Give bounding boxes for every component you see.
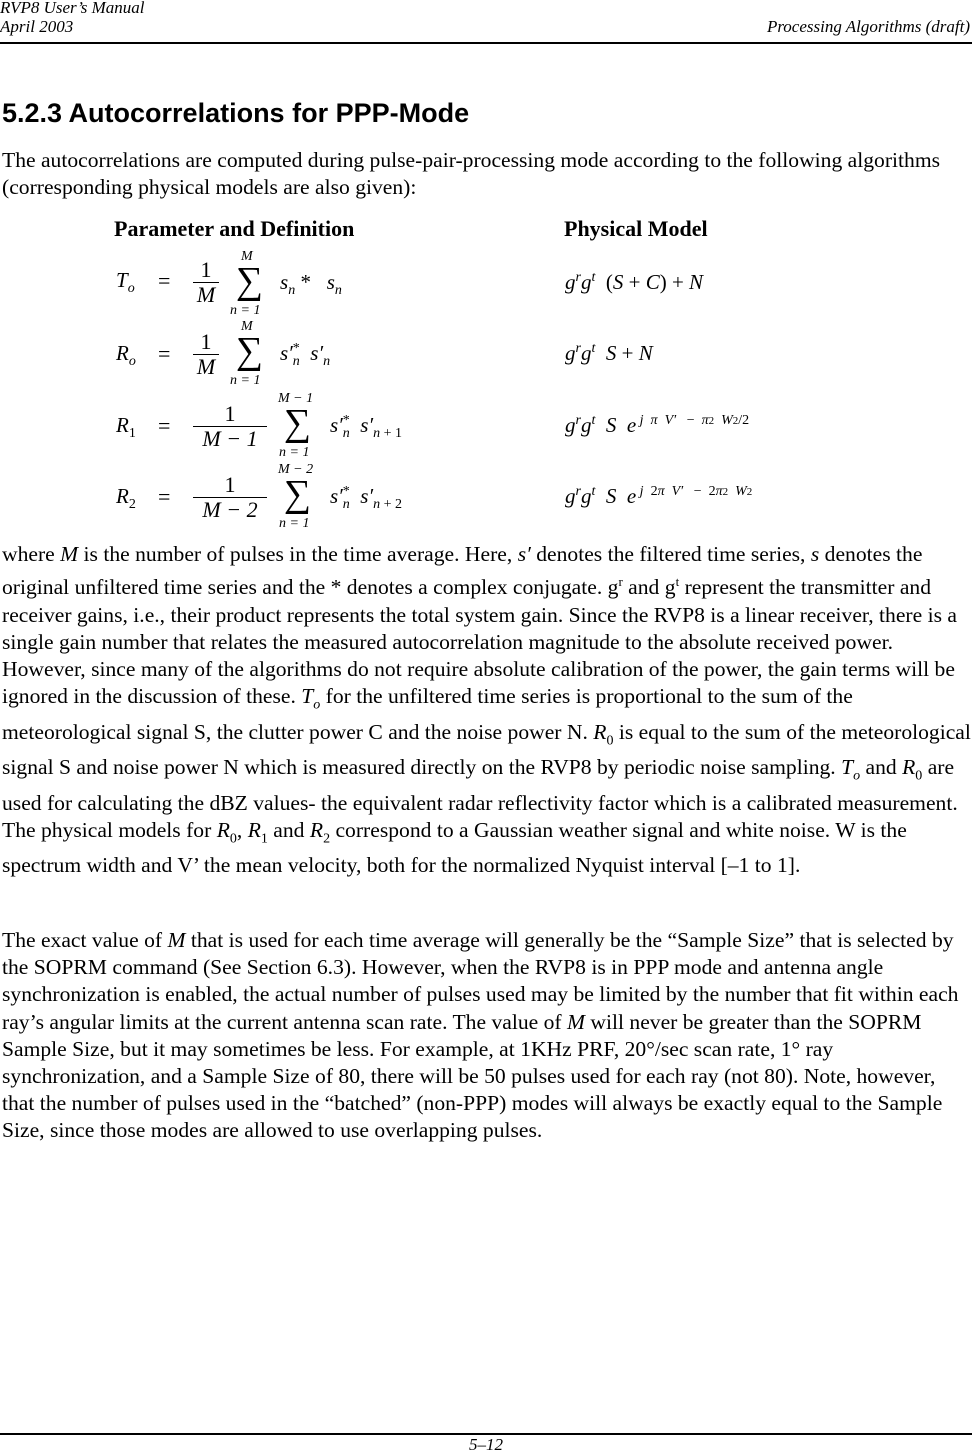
equation-lhs: $R_1$ (116, 413, 136, 441)
summand: $s'^*_n$ $s'_{n + 2}$ (330, 484, 402, 512)
header-left (0, 0, 145, 36)
summation-icon: ∑ (284, 402, 312, 444)
sum-lower-limit: n = 1 (230, 303, 261, 318)
sum-upper-limit: M (241, 249, 253, 264)
equals-sign: = (158, 484, 171, 509)
equation-lhs: $R_2$ (116, 484, 136, 512)
equals-sign: = (158, 268, 171, 293)
sum-upper-limit: M (241, 319, 253, 334)
equation-lhs: $T_o$ (116, 268, 135, 296)
physical-model: $g^rg^t$ (S + C) + N (565, 270, 704, 294)
explanation-paragraph: where M is the number of pulses in the time average. Here, s′ denotes the filtered time series, s denotes the original unfiltered time series and the * denotes a complex conjugate. $g^r$ and $g^t$ represent the transmitter and receiver gains, i.e., their product represents the total system gain. Since the RVP8 is a linear receiver, there is a single gain number that relates the measured autocorrelation magnitude to the absolute received power. However, since many of the algorithms do not require absolute calibration of the power, the gain terms will be ignored in the discussion of these. $T_o$ for the unfiltered time series is proportional to the sum of the meteorological signal S, the clutter power C and the noise power N. $R_0$ is equal to the sum of the meteorological signal S and noise power N which is measured directly on the RVP8 by periodic noise sampling. $T_o$ and $R_0$ are used for calculating the dBZ values- the equivalent radar reflectivity factor which is a calibrated measurement. The physical models for $R_0$, $R_1$ and $R_2$ correspond to a Gaussian weather signal and white noise. W is the spectrum width and V’ the mean velocity, both for the normalized Nyquist interval [–1 to 1]. (2, 542, 971, 878)
chapter-title: Processing Algorithms (draft) (766, 17, 970, 36)
equals-sign: = (158, 341, 171, 366)
summation-icon: ∑ (284, 473, 312, 515)
fraction: 1 M (193, 258, 219, 307)
summation-icon: ∑ (236, 330, 264, 372)
column-header-definition: Parameter and Definition (114, 216, 355, 241)
summand: $s'^*_n$ $s'_{n + 1}$ (330, 413, 402, 441)
sum-lower-limit: n = 1 (230, 373, 261, 388)
sum-lower-limit: n = 1 (279, 445, 310, 460)
physical-model: $g^rg^t$ S e $^{j \pi V' - \pi 2 W2/2}$ (565, 413, 750, 437)
header-rule (0, 42, 972, 44)
physical-model: $g^rg^t$ S e $^{j 2\pi V' - 2\pi 2 W2}$ (565, 484, 753, 508)
fraction: 1 M − 2 (193, 473, 267, 522)
equation-lhs: $R_o$ (116, 341, 136, 369)
page-number: 5–12 (469, 1435, 503, 1454)
sum-upper-limit: M − 1 (278, 391, 314, 406)
manual-date: April 2003 (0, 17, 74, 36)
sum-upper-limit: M − 2 (278, 462, 314, 477)
summand: $s'^*_n$ $s'_n$ (280, 341, 331, 369)
manual-title: RVP8 User’s Manual (0, 0, 145, 17)
sample-size-paragraph: The exact value of M that is used for each time average will generally be the “Sample Size” that is selected by the SOPRM command (See Section 6.3). However, when the RVP8 is in PPP mode and antenna angle synchronization is enabled, the actual number of pulses used may be limited by the number that fit within each ray’s angular limits at the current antenna scan rate. The value of M will never be greater than the SOPRM Sample Size, but it may sometimes be less. For example, at 1KHz PRF, 20°/sec scan rate, 1° ray synchronization, and a Sample Size of 80, there will be 50 pulses used for each ray (not 80). Note, however, that the number of pulses used in the “batched” (non-PPP) modes will always be exactly equal to the Sample Size, since those modes are allowed to use overlapping pulses. (2, 928, 959, 1143)
sum-lower-limit: n = 1 (279, 516, 310, 531)
column-header-model: Physical Model (564, 216, 708, 241)
physical-model: $g^rg^t$ S + N (565, 341, 653, 365)
summation-icon: ∑ (236, 260, 264, 302)
fraction: 1 M (193, 330, 219, 379)
summand: $s_n * s_n$ (280, 270, 342, 298)
section-title: 5.2.3 Autocorrelations for PPP-Mode (2, 98, 470, 128)
fraction: 1 M − 1 (193, 402, 267, 451)
equals-sign: = (158, 413, 171, 438)
intro-paragraph: The autocorrelations are computed during pulse-pair-processing mode according to the following algorithms (corresponding physical models are also given): (2, 148, 941, 200)
